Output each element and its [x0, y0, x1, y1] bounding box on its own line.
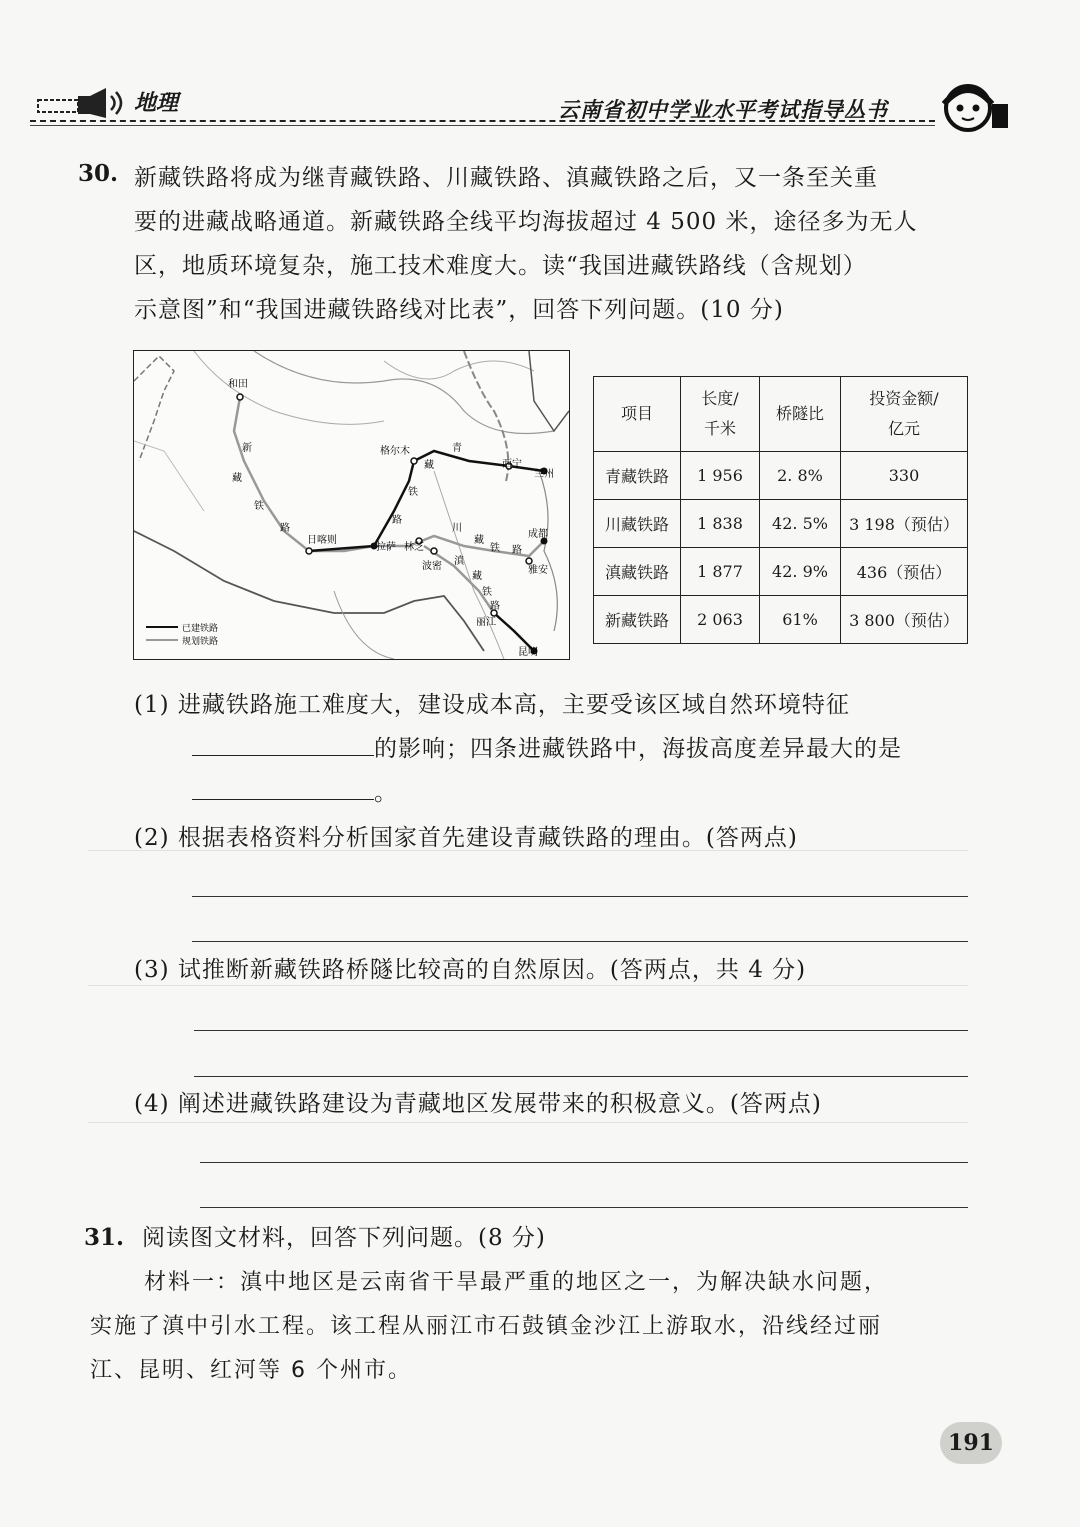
- table-row: [594, 596, 968, 644]
- subquestion-4: [134, 1082, 974, 1126]
- route-char: 青: [452, 443, 462, 454]
- table-cell: 新藏铁路: [594, 596, 681, 644]
- ghost-line: [88, 1122, 968, 1123]
- route-char: 新: [242, 443, 252, 454]
- answer-blank-1[interactable]: [192, 755, 374, 756]
- material-line: 江、昆明、红河等 6 个州市。: [90, 1358, 412, 1383]
- legend-built: 已建铁路: [182, 624, 219, 634]
- route-char: 藏: [424, 460, 434, 471]
- stem-line: 要的进藏战略通道。新藏铁路全线平均海拔超过 4 500 米，途径多为无人: [134, 209, 918, 235]
- table-cell: 3 800（预估）: [841, 596, 968, 644]
- subquestion-1-text-c: 。: [374, 780, 398, 806]
- table-cell: 3 198（预估）: [841, 500, 968, 548]
- subquestion-2-text: 根据表格资料分析国家首先建设青藏铁路的理由。(答两点): [177, 825, 798, 851]
- table-header-cell: [841, 377, 968, 452]
- map-label-lasa: 拉萨: [376, 542, 396, 553]
- answer-line[interactable]: [192, 941, 968, 942]
- route-char: 铁: [490, 543, 500, 554]
- route-char: 路: [392, 515, 402, 526]
- table-cell: 川藏铁路: [594, 500, 681, 548]
- material-line: 实施了滇中引水工程。该工程从丽江市石鼓镇金沙江上游取水，沿线经过丽: [90, 1314, 883, 1339]
- route-char: 铁: [254, 501, 264, 512]
- route-char: 铁: [482, 587, 492, 598]
- answer-line[interactable]: [192, 896, 968, 897]
- stem-line: 示意图”和“我国进藏铁路线对比表”，回答下列问题。(10 分): [134, 297, 784, 323]
- subquestion-1-line-a: [134, 683, 974, 727]
- map-label-xining: 西宁: [502, 459, 522, 470]
- table-row: [594, 452, 968, 500]
- route-char: 藏: [474, 535, 484, 546]
- table-cell: 2. 8%: [760, 452, 841, 500]
- route-char: 路: [280, 523, 290, 534]
- map-label-lanzhou: 兰州: [534, 469, 554, 480]
- route-char: 路: [512, 545, 522, 556]
- page-header: [30, 78, 1005, 130]
- map-label-chengdu: 成都: [528, 529, 548, 540]
- map-label-bomi: 波密: [422, 561, 442, 572]
- table-cell: 1 956: [681, 452, 760, 500]
- map-label-rikaze: 日喀则: [307, 535, 337, 546]
- table-cell: 1 877: [681, 548, 760, 596]
- answer-line[interactable]: [194, 1076, 968, 1077]
- map-label-lijiang: 丽江: [476, 617, 496, 628]
- table-header-row: [594, 377, 968, 452]
- subquestion-1-line-b: [134, 727, 974, 771]
- map-label-kunming: 昆明: [518, 647, 538, 658]
- header-text: 千米: [703, 419, 736, 438]
- railway-map: [133, 350, 570, 660]
- route-char: 藏: [472, 571, 482, 582]
- subquestion-label: (2): [134, 825, 170, 851]
- ghost-line: [88, 985, 968, 986]
- table-cell: 61%: [760, 596, 841, 644]
- question-30-stem: [134, 156, 974, 332]
- table-cell: 2 063: [681, 596, 760, 644]
- series-title: 云南省初中学业水平考试指导丛书: [558, 98, 888, 122]
- subject-label: 地理: [134, 91, 179, 116]
- table-header-cell: [594, 377, 681, 452]
- material-line: 材料一：滇中地区是云南省干旱最严重的地区之一，为解决缺水问题，: [144, 1270, 889, 1295]
- question-31-stem: 阅读图文材料，回答下列问题。(8 分): [142, 1225, 546, 1251]
- subquestion-label: (3): [134, 957, 170, 983]
- subquestion-1: [134, 683, 974, 815]
- subquestion-4-text: 阐述进藏铁路建设为青藏地区发展带来的积极意义。(答两点): [177, 1091, 822, 1117]
- subquestion-label: (1): [134, 692, 170, 718]
- table-cell: 青藏铁路: [594, 452, 681, 500]
- header-text: 长度/: [701, 389, 739, 408]
- answer-line[interactable]: [194, 1030, 968, 1031]
- header-text: 亿元: [887, 419, 920, 438]
- subquestion-3-text: 试推断新藏铁路桥隧比较高的自然原因。(答两点，共 4 分): [177, 957, 807, 983]
- subquestion-label: (4): [134, 1091, 170, 1117]
- table-cell: 42. 9%: [760, 548, 841, 596]
- route-char: 铁: [408, 487, 418, 498]
- railway-comparison-table: [593, 376, 968, 644]
- ghost-line: [88, 850, 968, 851]
- page-number: 191: [940, 1422, 1002, 1464]
- subquestion-2: [134, 816, 974, 860]
- route-char: 路: [490, 601, 500, 612]
- table-cell: 330: [841, 452, 968, 500]
- route-char: 藏: [232, 473, 242, 484]
- question-30-number: 30.: [78, 160, 119, 187]
- speaker-icon: [36, 88, 126, 118]
- map-label-yaan: 雅安: [528, 565, 548, 576]
- header-text: 投资金额/: [869, 389, 939, 408]
- table-header-cell: [681, 377, 760, 452]
- table-cell: 1 838: [681, 500, 760, 548]
- table-cell: 42. 5%: [760, 500, 841, 548]
- subquestion-1-text-b: 的影响；四条进藏铁路中，海拔高度差异最大的是: [374, 736, 902, 762]
- stem-line: 区，地质环境复杂，施工技术难度大。读“我国进藏铁路线（含规划）: [134, 253, 867, 279]
- table-header-cell: [760, 377, 841, 452]
- answer-blank-2[interactable]: [192, 799, 374, 800]
- header-rule: [30, 120, 935, 122]
- mascot-icon: [930, 78, 1010, 134]
- header-text: 项目: [620, 404, 653, 423]
- map-label-geermu: 格尔木: [380, 446, 410, 457]
- table-row: [594, 548, 968, 596]
- map-label-linzhi: 林芝: [404, 542, 424, 553]
- header-rule-2: [30, 125, 935, 126]
- stem-line: 新藏铁路将成为继青藏铁路、川藏铁路、滇藏铁路之后，又一条至关重: [134, 165, 878, 191]
- question-31-number: 31.: [84, 1224, 125, 1251]
- header-text: 桥隧比: [775, 404, 824, 423]
- table-cell: 436（预估）: [841, 548, 968, 596]
- answer-line[interactable]: [200, 1162, 968, 1163]
- map-label-hetian: 和田: [228, 379, 248, 390]
- answer-line[interactable]: [200, 1207, 968, 1208]
- route-char: 滇: [454, 556, 464, 567]
- subquestion-1-line-c: [134, 771, 974, 815]
- table-row: [594, 500, 968, 548]
- subquestion-1-text-a: 进藏铁路施工难度大，建设成本高，主要受该区域自然环境特征: [177, 692, 850, 718]
- route-char: 川: [452, 523, 462, 534]
- legend-planned: 规划铁路: [182, 637, 219, 647]
- table-cell: 滇藏铁路: [594, 548, 681, 596]
